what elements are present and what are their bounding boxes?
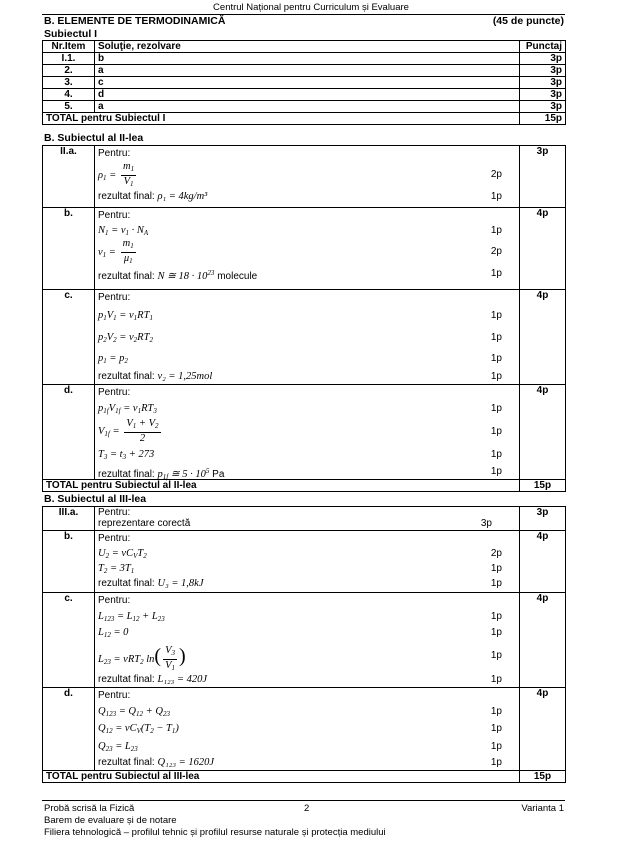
solution-cell xyxy=(95,208,520,290)
item-points: 4p xyxy=(520,208,566,290)
item-row-3d xyxy=(43,688,566,771)
final-line: rezultat final: N ≅ $18 \cdot 10^{23}$ molecule 1p xyxy=(98,268,502,282)
total-label: TOTAL pentru Subiectul I xyxy=(43,113,520,125)
section-points: (45 de puncte) xyxy=(492,15,564,27)
item-points: 4p xyxy=(520,531,566,593)
table-row xyxy=(43,89,566,101)
final-line: rezultat final: ρ₁ = 4kg/m³ 1p xyxy=(98,191,502,202)
item-number: d. xyxy=(43,385,95,480)
subiect-3-table xyxy=(42,506,566,783)
subiect-3-label: B. Subiectul al III-lea xyxy=(44,493,147,505)
formula-line: $p_{1f}V_{1f} = \nu_1RT_3$ 1p xyxy=(98,403,502,415)
formula-line: $\rho_1$ = $\frac{m_1}{V_1}$ 2p xyxy=(98,161,502,188)
solution-cell: Pentru: $Q_{123} = Q_{12} + Q_{23}$ 1p $Q_{12} = \nu C_V(T_2 - T_1)$ 1p $Q_{23} = L_{23}$ 1p rezultat final: Q₁₂₃ = 1620J 1p xyxy=(95,688,520,771)
final-line: rezultat final: U₃ = 1,8kJ 1p xyxy=(98,578,502,589)
line-points: 1p xyxy=(490,191,502,202)
footer-line-3: Filiera tehnologică – profilul tehnic și profilul resurse naturale și protecția mediului xyxy=(44,827,386,838)
line-pentru: Pentru: xyxy=(98,292,131,303)
answer: c xyxy=(95,77,520,89)
total-row xyxy=(43,113,566,125)
formula-line: $V_{1f}$ = $\frac{V_1 + V_2}{2}$ 1p xyxy=(98,418,502,445)
item-row-2c xyxy=(43,290,566,385)
formula-line: $Q_{123} = Q_{12} + Q_{23}$ 1p xyxy=(98,706,502,718)
item-number: III.a. xyxy=(43,507,95,531)
section-title xyxy=(44,15,564,27)
total-row xyxy=(43,480,566,492)
item-number: II.a. xyxy=(43,146,95,208)
item-row-2a xyxy=(43,146,566,208)
page-header: Centrul Național pentru Curriculum și Evaluare xyxy=(213,2,409,13)
header-punctaj: Punctaj xyxy=(520,41,566,53)
item-number: c. xyxy=(43,593,95,688)
footer-line-2: Barem de evaluare și de notare xyxy=(44,815,177,826)
points: 3p xyxy=(520,53,566,65)
formula-line: $p_1V_1 = \nu_1RT_1$ 1p xyxy=(98,310,502,322)
answer: b xyxy=(95,53,520,65)
answer: d xyxy=(95,89,520,101)
formula-line: $T_2 = 3T_1$ 1p xyxy=(98,563,502,575)
subiect-2-label: B. Subiectul al II-lea xyxy=(44,132,144,144)
page-number: 2 xyxy=(304,803,310,814)
item-number: I.1. xyxy=(43,53,95,65)
section-title-text: B. ELEMENTE DE TERMODINAMICĂ xyxy=(44,15,226,27)
item-number: b. xyxy=(43,208,95,290)
item-points: 4p xyxy=(520,688,566,771)
final-line: rezultat final: L₁₂₃ = 420J 1p xyxy=(98,674,502,685)
solution-cell: Pentru: $U_2 = \nu C_VT_2$ 2p $T_2 = 3T_1$ 1p rezultat final: U₃ = 1,8kJ 1p xyxy=(95,531,520,593)
total-points: 15p xyxy=(520,771,566,783)
line-points: 2p xyxy=(490,169,502,180)
formula-line: $L_{123} = L_{12} + L_{23}$ 1p xyxy=(98,611,502,623)
total-points: 15p xyxy=(520,480,566,492)
item-number: 2. xyxy=(43,65,95,77)
item-number: c. xyxy=(43,290,95,385)
footer-rule xyxy=(42,800,565,801)
item-row-3c xyxy=(43,593,566,688)
item-number: 3. xyxy=(43,77,95,89)
formula-line: $p_2V_2 = \nu_2RT_2$ 1p xyxy=(98,332,502,344)
item-number: d. xyxy=(43,688,95,771)
footer-variant: Varianta 1 xyxy=(521,803,564,814)
line-pentru: Pentru: xyxy=(98,210,131,221)
final-line: rezultat final: Q₁₂₃ = 1620J 1p xyxy=(98,757,502,768)
total-label: TOTAL pentru Subiectul al III-lea xyxy=(43,771,520,783)
solution-cell: Pentru: reprezentare corectă 3p xyxy=(95,507,520,531)
formula-line: $p_1 = p_2$ 1p xyxy=(98,353,502,365)
final-line: rezultat final: $p_{1f}$ ≅ $5 \cdot 10^5$ Pa 1p xyxy=(98,466,502,481)
total-points: 15p xyxy=(520,113,566,125)
formula-line: $Q_{23} = L_{23}$ 1p xyxy=(98,741,502,753)
solution-cell xyxy=(95,146,520,208)
item-number: 5. xyxy=(43,101,95,113)
total-label: TOTAL pentru Subiectul al II-lea xyxy=(43,480,520,492)
item-number: b. xyxy=(43,531,95,593)
item-row-3b xyxy=(43,531,566,593)
final-line: rezultat final: ν₂ = 1,25mol 1p xyxy=(98,371,502,382)
table-row xyxy=(43,53,566,65)
answer: a xyxy=(95,65,520,77)
total-row xyxy=(43,771,566,783)
item-points: 4p xyxy=(520,593,566,688)
points: 3p xyxy=(520,65,566,77)
item-points: 4p xyxy=(520,385,566,480)
footer-line-1 xyxy=(44,803,564,814)
item-row-2d xyxy=(43,385,566,480)
line-points: 1p xyxy=(490,268,502,279)
formula-line: $L_{23} = \nu RT_2$ ln( $\frac{V_3}{V_1}$ ) 1p xyxy=(98,644,502,672)
formula-line: $U_2 = \nu C_VT_2$ 2p xyxy=(98,548,502,560)
points: 3p xyxy=(520,101,566,113)
points: 3p xyxy=(520,89,566,101)
solution-cell xyxy=(95,290,520,385)
solution-cell: Pentru: $L_{123} = L_{12} + L_{23}$ 1p $L_{12} = 0$ 1p $L_{23} = \nu RT_2$ ln( $\frac{V_3}{V_1}$ ) 1p rezultat final: L₁₂₃ = 420J 1p xyxy=(95,593,520,688)
subiect-1-table xyxy=(42,40,566,125)
table-row xyxy=(43,101,566,113)
line-pentru: Pentru: xyxy=(98,148,131,159)
header-nr-item: Nr.Item xyxy=(43,41,95,53)
subiect-2-table xyxy=(42,145,566,492)
formula-line: $\nu_1$ = $\frac{m_1}{\mu_1}$ 2p xyxy=(98,238,502,265)
formula-line: $N_1 = \nu_1 \cdot N_A$ 1p xyxy=(98,225,502,237)
formula-line: $Q_{12} = \nu C_V(T_2 - T_1)$ 1p xyxy=(98,723,502,735)
subiect-1-label: Subiectul I xyxy=(44,28,98,40)
table-row xyxy=(43,65,566,77)
formula-line: $T_3 = t_3 + 273$ 1p xyxy=(98,449,502,461)
footer-exam: Probă scrisă la Fizică xyxy=(44,803,135,814)
answer: a xyxy=(95,101,520,113)
solution-cell xyxy=(95,385,520,480)
points: 3p xyxy=(520,77,566,89)
item-row-3a xyxy=(43,507,566,531)
table-header-row xyxy=(43,41,566,53)
item-number: 4. xyxy=(43,89,95,101)
table-row xyxy=(43,77,566,89)
formula-line: $L_{12} = 0$ 1p xyxy=(98,627,502,639)
line-points: 1p xyxy=(490,225,502,236)
item-points: 3p xyxy=(520,507,566,531)
line-pentru: Pentru: xyxy=(98,387,131,398)
item-points: 3p xyxy=(520,146,566,208)
formula-line: reprezentare corectă 3p xyxy=(98,518,492,529)
header-solutie: Soluţie, rezolvare xyxy=(95,41,520,53)
item-points: 4p xyxy=(520,290,566,385)
item-row-2b xyxy=(43,208,566,290)
line-points: 2p xyxy=(490,246,502,257)
